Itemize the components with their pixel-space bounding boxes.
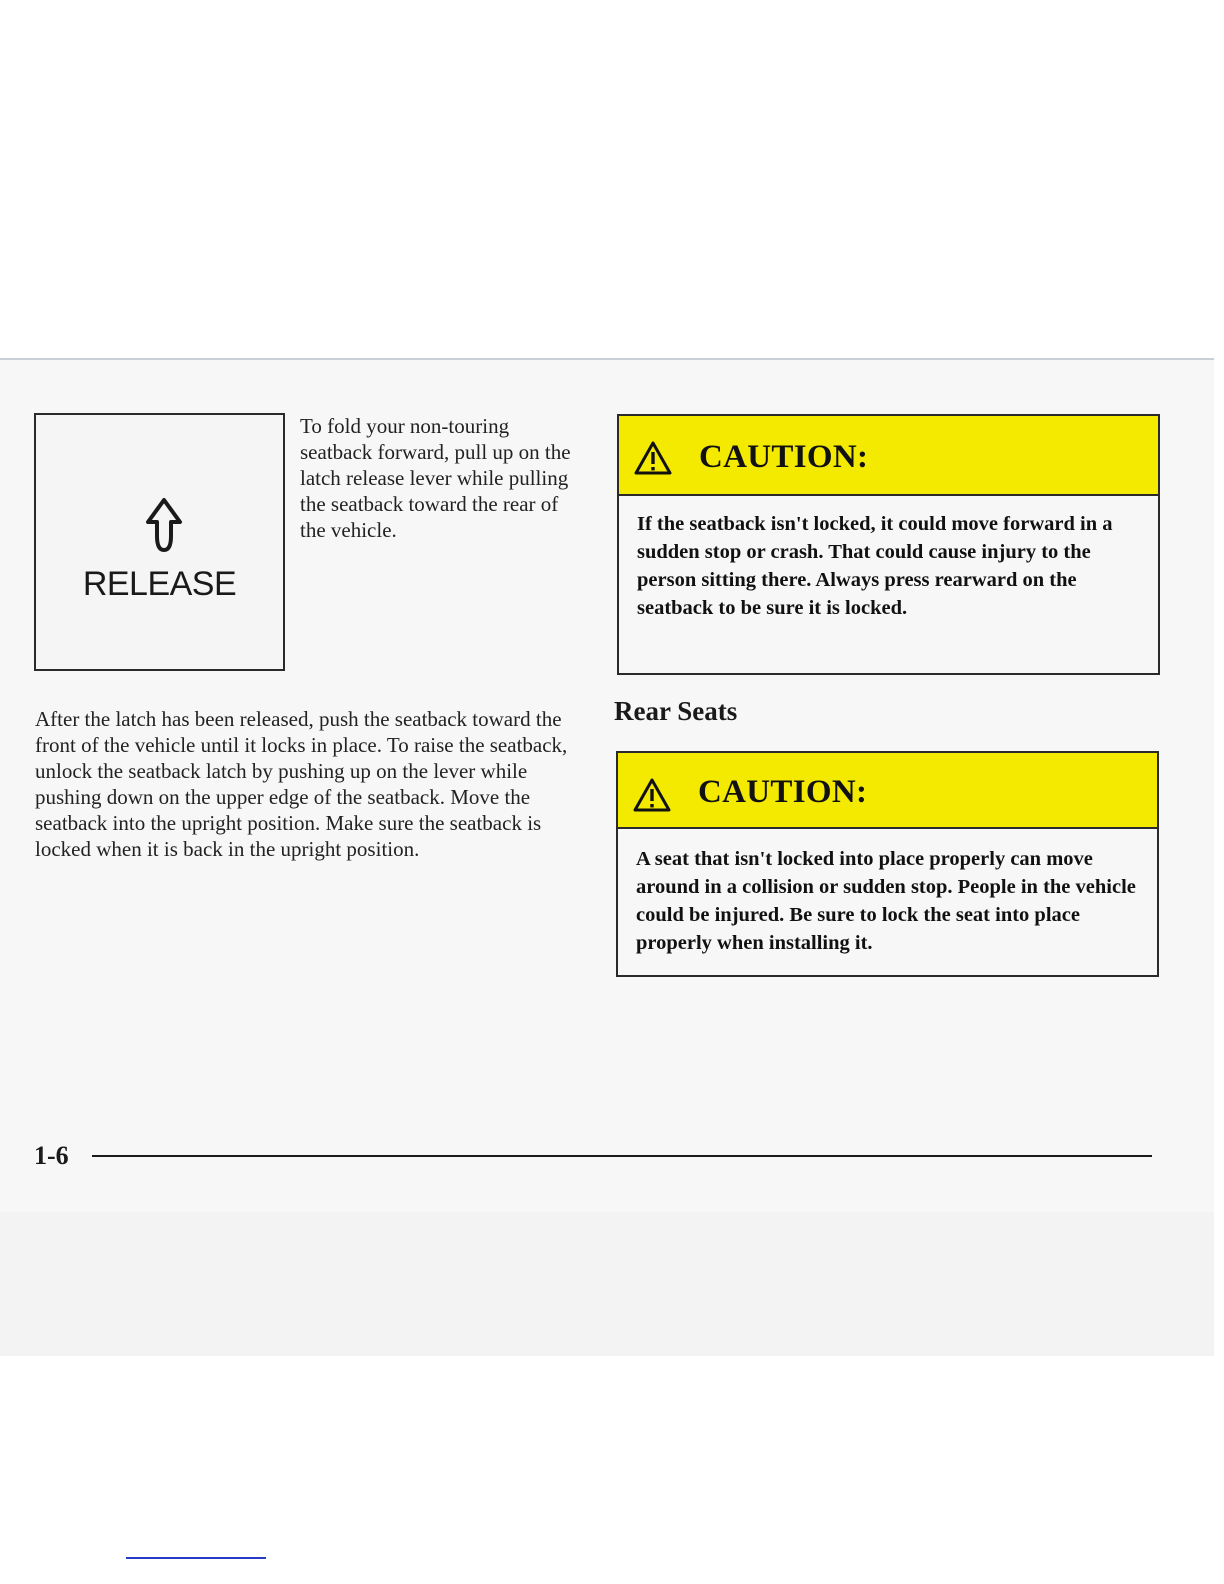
lower-margin-band xyxy=(0,1212,1214,1356)
caution-text: If the seatback isn't locked, it could move forward in a sudden stop or crash. That could cause injury to the person sitting there. Always press rearward on the seatback to be sure it is locked. xyxy=(637,513,1113,619)
link-underline[interactable] xyxy=(126,1557,266,1559)
caution-box-seatback xyxy=(617,414,1160,675)
page-number: 1-6 xyxy=(34,1141,69,1170)
caution-header xyxy=(618,753,1157,829)
warning-triangle-icon xyxy=(632,777,672,813)
footer-divider xyxy=(92,1155,1152,1157)
warning-triangle-icon xyxy=(633,440,673,476)
latch-instructions: After the latch has been released, push the seatback toward the front of the vehicle until it locks in place. To raise the seatback, unlock the seatback latch by pushing up on the lever while pushing down on the upper edge of the seatback. Move the seatback into the upright position. Make sure the seatback is locked when it is back in the upright position. xyxy=(35,707,568,861)
caution-box-rear-seat xyxy=(616,751,1159,977)
fold-instructions: To fold your non-touring seatback forward, pull up on the latch release lever while pulling the seatback toward the rear of the vehicle. xyxy=(300,414,571,542)
release-arrow-icon xyxy=(144,494,184,558)
release-label: RELEASE xyxy=(82,565,237,603)
caution-header xyxy=(619,416,1158,496)
caution-title: CAUTION: xyxy=(698,774,868,810)
caution-title: CAUTION: xyxy=(699,439,869,475)
section-heading-rear-seats: Rear Seats xyxy=(614,696,738,726)
caution-text: A seat that isn't locked into place properly can move around in a collision or sudden stop. People in the vehicle could be injured. Be sure to lock the seat into place properly when installing it. xyxy=(636,848,1136,954)
